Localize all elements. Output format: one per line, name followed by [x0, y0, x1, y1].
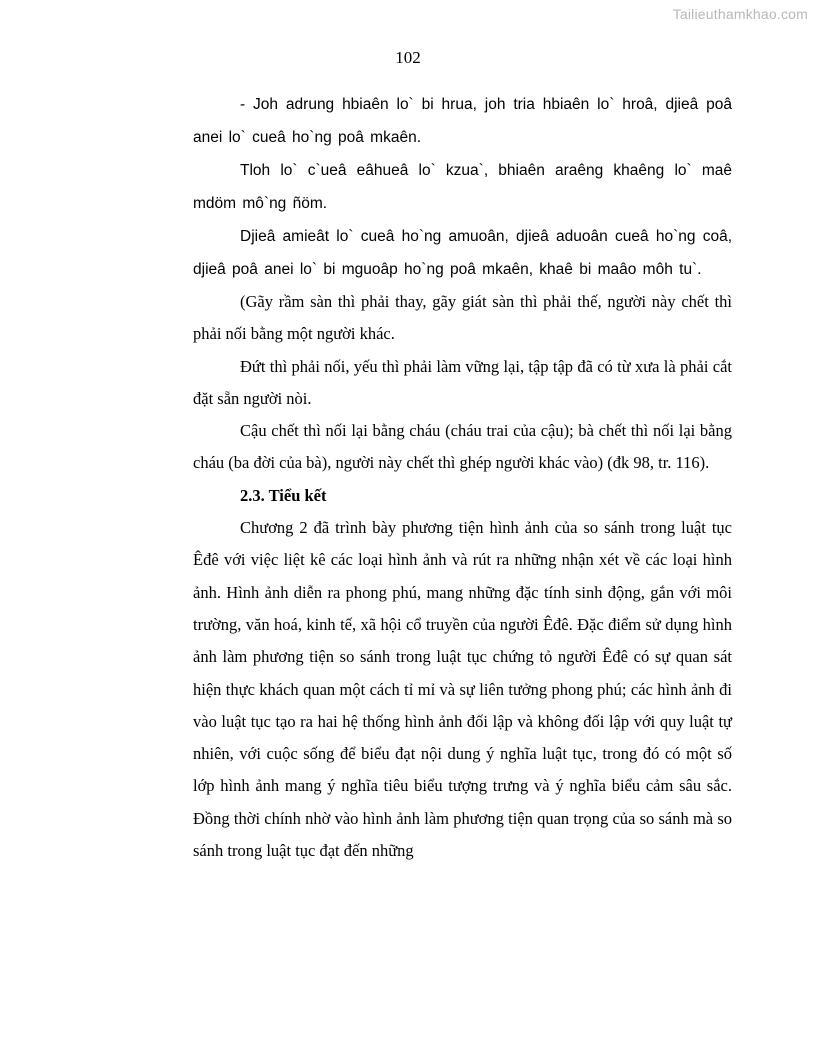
quote-ede-paragraph-3: Djieâ amieât lo` cueâ ho`ng amuoân, djieâ aduoân cueâ ho`ng coâ, djieâ poâ anei lo` bi mguoâp ho`ng poâ mkaên, khaê bi maâo môh tu`.	[193, 228, 732, 278]
translation-paragraph-2: Đứt thì phải nối, yếu thì phải làm vững lại, tập tập đã có từ xưa là phải cắt đặt sẵn người nòi.	[193, 356, 732, 408]
quote-ede-paragraph-2: Tloh lo` c`ueâ eâhueâ lo` kzua`, bhiaên araêng khaêng lo` maê mdöm mô`ng ñöm.	[193, 162, 732, 212]
summary-paragraph: Chương 2 đã trình bày phương tiện hình ảnh của so sánh trong luật tục Êđê với việc liệt kê các loại hình ảnh và rút ra những nhận xét về các loại hình ảnh. Hình ảnh diễn ra phong phú, mang những đặc tính sinh động, gắn với môi trường, văn hoá, kinh tế, xã hội cổ truyền của người Êđê. Đặc điểm sử dụng hình ảnh làm phương tiện so sánh trong luật tục chứng tỏ người Êđê có sự quan sát hiện thực khách quan một cách tỉ mỉ và sự liên tưởng phong phú; các hình ảnh đi vào luật tục tạo ra hai hệ thống hình ảnh đối lập và không đối lập với quy luật tự nhiên, với cuộc sống để biểu đạt nội dung ý nghĩa luật tục, trong đó có một số lớp hình ảnh mang ý nghĩa tiêu biểu tượng trưng và ý nghĩa biểu cảm sâu sắc. Đồng thời chính nhờ vào hình ảnh làm phương tiện quan trọng của so sánh mà so sánh trong luật tục đạt đến những	[193, 518, 732, 861]
translation-paragraph-3: Cậu chết thì nối lại bằng cháu (cháu trai của cậu); bà chết thì nối lại bằng cháu (ba đời của bà), người này chết thì ghép người khác vào) (đk 98, tr. 116).	[193, 421, 732, 473]
page-number: 102	[395, 48, 421, 67]
document-body	[193, 88, 732, 867]
quote-ede-paragraph-1: - Joh adrung hbiaên lo` bi hrua, joh tria hbiaên lo` hroâ, djieâ poâ anei lo` cueâ ho`ng poâ mkaên.	[193, 96, 732, 146]
translation-paragraph-1: (Gãy rầm sàn thì phải thay, gãy giát sàn thì phải thế, người này chết thì phải nối bằng một người khác.	[193, 292, 732, 344]
watermark: Tailieuthamkhao.com	[672, 6, 808, 22]
section-heading: 2.3. Tiểu kết	[240, 485, 327, 505]
